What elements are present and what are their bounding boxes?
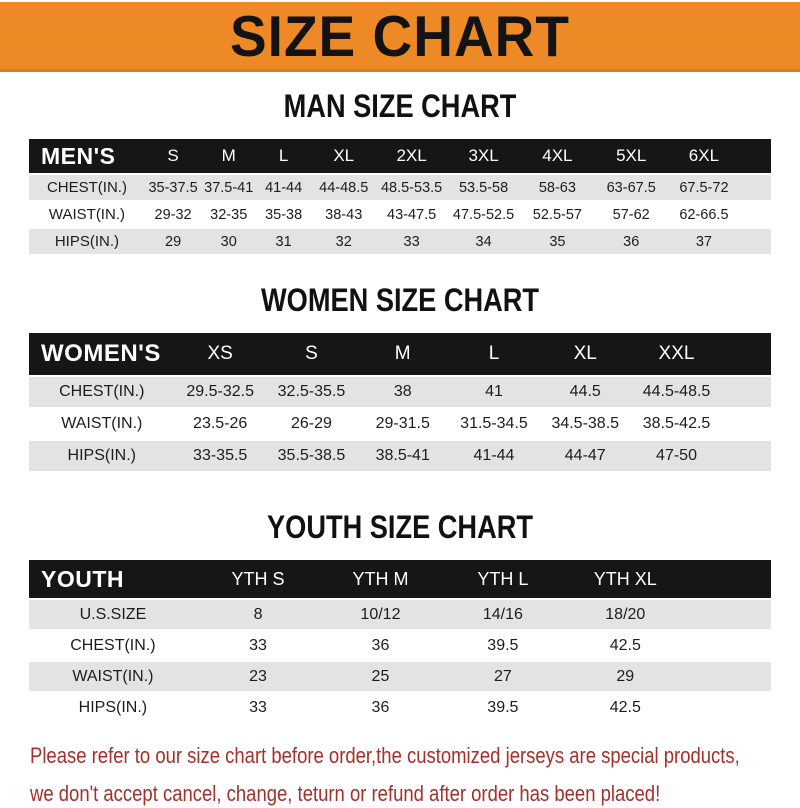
women-corner-label: WOMEN'S [29, 333, 175, 375]
size-value: 33-35.5 [175, 441, 266, 471]
size-value: 36 [319, 693, 441, 722]
row-label: U.S.SIZE [29, 600, 197, 629]
size-value: 37 [668, 229, 740, 254]
size-value: 29-32 [145, 202, 201, 227]
size-value: 36 [594, 229, 667, 254]
men-section-heading: MAN SIZE CHART [283, 88, 517, 124]
size-value: 32-35 [201, 202, 256, 227]
row-label: CHEST(IN.) [29, 631, 197, 660]
size-value: 44-48.5 [311, 175, 376, 200]
size-value: 35-38 [256, 202, 311, 227]
size-chart-sections [0, 88, 800, 724]
size-value: 63-67.5 [594, 175, 667, 200]
size-value: 25 [319, 662, 441, 691]
column-header: YTH M [319, 560, 441, 598]
size-row [29, 409, 771, 439]
size-value: 47-50 [631, 441, 722, 471]
column-header: XL [540, 333, 631, 375]
size-row [29, 631, 771, 660]
size-value: 44.5 [540, 377, 631, 407]
size-value: 57-62 [594, 202, 667, 227]
size-value: 32 [311, 229, 376, 254]
size-row [29, 229, 771, 254]
size-value: 34.5-38.5 [540, 409, 631, 439]
women-table-slot [0, 331, 800, 473]
row-label: HIPS(IN.) [29, 441, 175, 471]
spacer-cell [740, 175, 771, 200]
size-value: 47.5-52.5 [447, 202, 520, 227]
size-value: 18/20 [564, 600, 686, 629]
size-value: 35.5-38.5 [266, 441, 357, 471]
size-value: 23 [197, 662, 319, 691]
size-value: 58-63 [520, 175, 594, 200]
men-table-slot [0, 137, 800, 256]
row-label: CHEST(IN.) [29, 175, 145, 200]
size-value: 35-37.5 [145, 175, 201, 200]
youth-corner-label: YOUTH [29, 560, 197, 598]
youth-size-table [29, 558, 771, 724]
column-header: L [256, 139, 311, 173]
spacer-cell [687, 693, 772, 722]
size-row [29, 175, 771, 200]
row-label: CHEST(IN.) [29, 377, 175, 407]
men-corner-label: MEN'S [29, 139, 145, 173]
women-section-heading: WOMEN SIZE CHART [260, 282, 540, 318]
size-row [29, 600, 771, 629]
size-value: 8 [197, 600, 319, 629]
column-header: YTH L [442, 560, 564, 598]
size-value: 42.5 [564, 693, 686, 722]
row-label: HIPS(IN.) [29, 229, 145, 254]
size-value: 41-44 [256, 175, 311, 200]
size-row [29, 441, 771, 471]
spacer-cell [722, 441, 771, 471]
men-header-row [29, 139, 771, 173]
size-value: 35 [520, 229, 594, 254]
size-value: 36 [319, 631, 441, 660]
spacer-cell [687, 600, 772, 629]
men-size-section [0, 88, 800, 256]
size-row [29, 202, 771, 227]
women-size-section [0, 282, 800, 473]
size-value: 67.5-72 [668, 175, 740, 200]
size-value: 33 [376, 229, 446, 254]
column-header: XS [175, 333, 266, 375]
column-header: S [145, 139, 201, 173]
size-value: 32.5-35.5 [266, 377, 357, 407]
column-header: 6XL [668, 139, 740, 173]
youth-section-heading: YOUTH SIZE CHART [267, 509, 533, 545]
spacer-cell [722, 409, 771, 439]
size-value: 29-31.5 [357, 409, 448, 439]
spacer-cell [740, 139, 771, 173]
spacer-cell [722, 333, 771, 375]
size-value: 29 [564, 662, 686, 691]
column-header: 2XL [376, 139, 446, 173]
column-header: YTH XL [564, 560, 686, 598]
row-label: WAIST(IN.) [29, 409, 175, 439]
size-value: 44-47 [540, 441, 631, 471]
note-line-2: we don't accept cancel, change, teturn or refund after order has been placed! [30, 780, 661, 806]
size-value: 38-43 [311, 202, 376, 227]
row-label: WAIST(IN.) [29, 202, 145, 227]
size-value: 29 [145, 229, 201, 254]
spacer-cell [687, 560, 772, 598]
size-value: 48.5-53.5 [376, 175, 446, 200]
column-header: 5XL [594, 139, 667, 173]
column-header: XXL [631, 333, 722, 375]
size-value: 41-44 [448, 441, 539, 471]
banner-title: SIZE CHART [230, 2, 570, 69]
size-value: 30 [201, 229, 256, 254]
size-value: 41 [448, 377, 539, 407]
size-value: 37.5-41 [201, 175, 256, 200]
column-header: M [201, 139, 256, 173]
column-header: S [266, 333, 357, 375]
size-value: 39.5 [442, 631, 564, 660]
size-value: 42.5 [564, 631, 686, 660]
size-value: 31 [256, 229, 311, 254]
size-value: 27 [442, 662, 564, 691]
column-header: YTH S [197, 560, 319, 598]
spacer-cell [740, 202, 771, 227]
size-value: 14/16 [442, 600, 564, 629]
size-value: 44.5-48.5 [631, 377, 722, 407]
men-size-table [29, 137, 771, 256]
note-line-1: Please refer to our size chart before order,the customized jerseys are special products, [30, 743, 740, 768]
size-value: 52.5-57 [520, 202, 594, 227]
size-value: 38.5-41 [357, 441, 448, 471]
column-header: 4XL [520, 139, 594, 173]
column-header: XL [311, 139, 376, 173]
column-header: L [448, 333, 539, 375]
youth-table-slot [0, 558, 800, 724]
size-value: 38 [357, 377, 448, 407]
size-value: 34 [447, 229, 520, 254]
size-value: 29.5-32.5 [175, 377, 266, 407]
size-value: 62-66.5 [668, 202, 740, 227]
size-value: 23.5-26 [175, 409, 266, 439]
size-value: 43-47.5 [376, 202, 446, 227]
banner [0, 0, 800, 72]
row-label: HIPS(IN.) [29, 693, 197, 722]
column-header: 3XL [447, 139, 520, 173]
column-header: M [357, 333, 448, 375]
size-value: 26-29 [266, 409, 357, 439]
size-value: 33 [197, 631, 319, 660]
size-value: 31.5-34.5 [448, 409, 539, 439]
size-value: 53.5-58 [447, 175, 520, 200]
size-value: 39.5 [442, 693, 564, 722]
spacer-cell [722, 377, 771, 407]
women-header-row [29, 333, 771, 375]
size-value: 10/12 [319, 600, 441, 629]
spacer-cell [687, 662, 772, 691]
size-value: 33 [197, 693, 319, 722]
size-row [29, 662, 771, 691]
order-note [30, 742, 800, 808]
youth-size-section [0, 509, 800, 724]
size-row [29, 377, 771, 407]
size-value: 38.5-42.5 [631, 409, 722, 439]
size-row [29, 693, 771, 722]
spacer-cell [740, 229, 771, 254]
row-label: WAIST(IN.) [29, 662, 197, 691]
spacer-cell [687, 631, 772, 660]
youth-header-row [29, 560, 771, 598]
women-size-table [29, 331, 771, 473]
